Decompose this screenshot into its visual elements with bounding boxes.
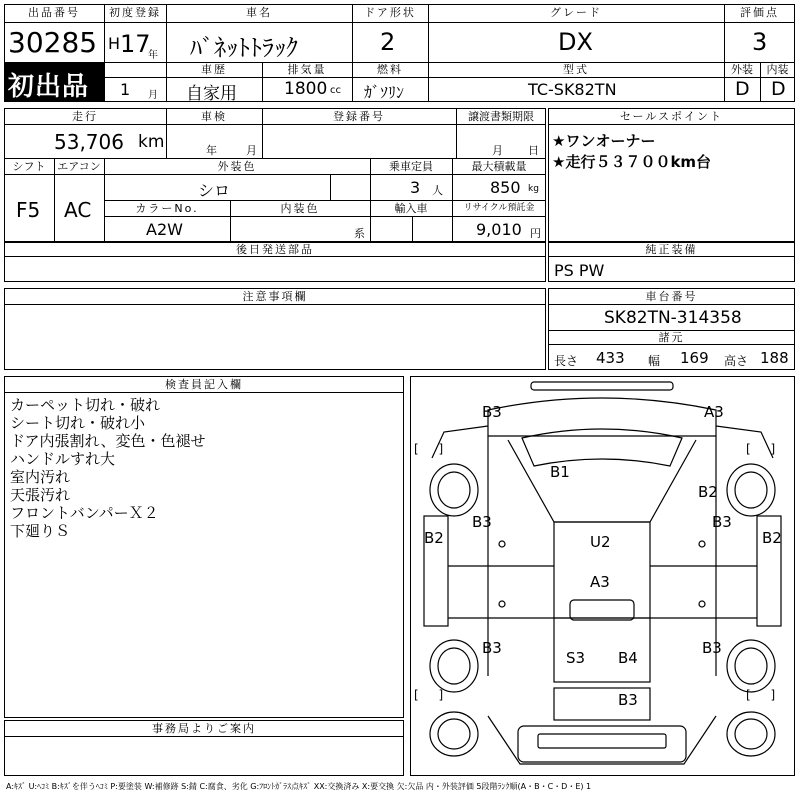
damage-bed-right: B4 [618,649,638,667]
inspector-note: ドア内張割れ、変色・色褪せ [10,432,206,450]
recycle-label: リサイクル預託金 [463,203,535,213]
door-count: 2 [380,28,396,56]
ext-color-label: 外装色 [217,160,257,173]
chassis-no-value: SK82TN-314358 [604,308,742,328]
displacement-label: 排気量 [287,63,327,76]
height-value: 188 [760,349,789,367]
reg-year: 17 [120,30,151,58]
length-value: 433 [596,349,625,367]
door-label: ドア形状 [364,6,416,19]
model-label: 型式 [563,63,589,76]
history-label: 車歴 [201,63,227,76]
displacement-unit: cc [330,85,341,96]
damage-left-front-door: B3 [472,513,492,531]
inspector-note: 下廻りＳ [10,522,71,540]
damage-bed-left: S3 [566,649,586,667]
damage-rear-bumper: B3 [618,691,638,709]
score-value: 3 [752,28,768,56]
max-load-unit: kg [528,184,539,194]
exterior-label: 外装 [731,63,753,76]
body-side-lines [488,436,716,676]
inspector-note: ハンドルすれ大 [10,450,116,468]
hood-lines [508,440,696,522]
inspector-note: 室内汚れ [10,468,71,486]
lot-no-label: 出品番号 [28,6,80,19]
damage-left-side: B2 [424,529,444,547]
car-name-label: 車名 [246,6,272,19]
damage-hood: B1 [550,463,570,481]
bracket: [ ] [746,442,784,456]
selling-points-label: セールスポイント [619,110,723,123]
recycle-value: 9,010 [476,220,522,239]
equipment-label: 純正装備 [645,243,698,256]
damage-left-rear: B3 [482,639,502,657]
damage-front-left: B3 [482,403,502,421]
dimensions-label: 諸元 [658,331,685,344]
inspector-note: フロントバンパーＸ２ [10,504,159,522]
length-label: 長さ [554,354,579,368]
inspection-label: 車検 [201,110,227,123]
first-reg-label: 初度登録 [109,6,161,19]
width-value: 169 [680,349,709,367]
max-load-label: 最大積載量 [471,160,527,173]
car-name: ﾊﾞﾈｯﾄﾄﾗｯｸ [190,34,298,62]
int-color-label: 内装色 [280,202,320,215]
aircon-value: AC [64,198,92,222]
month-unit: 月 [148,90,158,101]
deadline-day-unit: 日 [528,144,539,157]
era: H [108,34,121,53]
bracket: [ ] [414,442,452,456]
fuel-value: ｶﾞｿﾘﾝ [364,83,405,102]
score-label: 評価点 [740,6,779,19]
damage-front-right: A3 [704,403,724,421]
color-no-value: A2W [146,220,183,239]
aircon-label: エアコン [57,160,101,173]
damage-left-front-fender: B2 [698,483,718,501]
interior-label: 内装 [766,63,789,76]
fuel-label: 燃料 [377,63,403,76]
ext-color-value: シロ [198,181,231,200]
history-value: 自家用 [186,84,237,104]
damage-roof: U2 [590,533,611,551]
transfer-deadline-label: 譲渡書類期限 [468,110,534,123]
width-label: 幅 [648,354,661,368]
first-auction-badge-text: 初出品 [8,72,90,102]
office-label: 事務局よりご案内 [152,722,256,735]
selling-point: ★ワンオーナー [552,132,656,150]
inspector-note: 天張汚れ [10,486,71,504]
inspection-year-unit: 年 [206,144,217,157]
selling-points-section [548,108,795,242]
equipment-value: PS PW [554,261,605,280]
damage-floor: A3 [590,573,610,591]
damage-right-rear: B3 [702,639,722,657]
inspector-label: 検査員記入欄 [165,378,243,391]
chassis-no-label: 車台番号 [645,290,698,303]
int-color-suffix: 系 [354,227,365,240]
damage-right-front-door: B3 [712,513,732,531]
selling-point: ★走行５３７００km台 [552,153,712,171]
displacement-value: 1800 [284,79,328,99]
capacity-unit: 人 [432,184,443,197]
year-unit: 年 [148,50,158,61]
model-value: TC-SK82TN [528,80,617,99]
color-no-label: カラーNo. [135,202,199,215]
max-load-value: 850 [490,178,521,197]
tailgate-shape [518,726,686,762]
windshield-shape [522,429,682,466]
damage-right-side: B2 [762,529,782,547]
shift-label: シフト [12,160,46,173]
legend-text: A:ｷｽﾞ U:ﾍｺﾐ B:ｷｽﾞを伴うﾍｺﾐ P:要塗装 W:補修跡 S:錆 C:腐食、劣化 G:ﾌﾛﾝﾄｶﾞﾗｽ点ｷｽﾞ XX:交換済み X:要交換 欠:欠品 内・外装評価 5段階ﾗﾝｸ順(A・B・C・D・E) 1 [6,782,592,791]
inspector-note: カーペット切れ・破れ [10,396,161,414]
interior-grade: D [771,78,786,100]
mileage-label: 走行 [72,110,98,123]
later-parts-label: 後日発送部品 [236,243,314,256]
mileage-value: 53,706 [54,130,124,154]
inspector-notes-list [10,396,205,540]
capacity-value: 3 [410,178,421,197]
deadline-month-unit: 月 [492,144,503,157]
cab-front-shape [488,398,716,436]
reg-month: 1 [120,80,131,99]
height-label: 高さ [724,354,749,368]
lot-number: 30285 [8,26,98,59]
inspector-note: シート切れ・破れ小 [10,414,146,432]
front-bumper-shape [531,382,673,390]
grade-value: DX [558,28,593,56]
grade-label: グレード [550,6,602,19]
exterior-grade: D [735,78,750,100]
reg-no-label: 登録番号 [333,110,385,123]
bracket: [ ] [414,688,452,702]
bracket: [ ] [746,688,784,702]
inspection-month-unit: 月 [246,144,257,157]
recycle-unit: 円 [530,227,541,240]
mileage-unit: km [138,132,165,152]
capacity-label: 乗車定員 [389,160,433,173]
shift-value: F5 [16,198,41,222]
notes-label: 注意事項欄 [242,290,308,303]
import-label: 輸入車 [394,202,428,215]
